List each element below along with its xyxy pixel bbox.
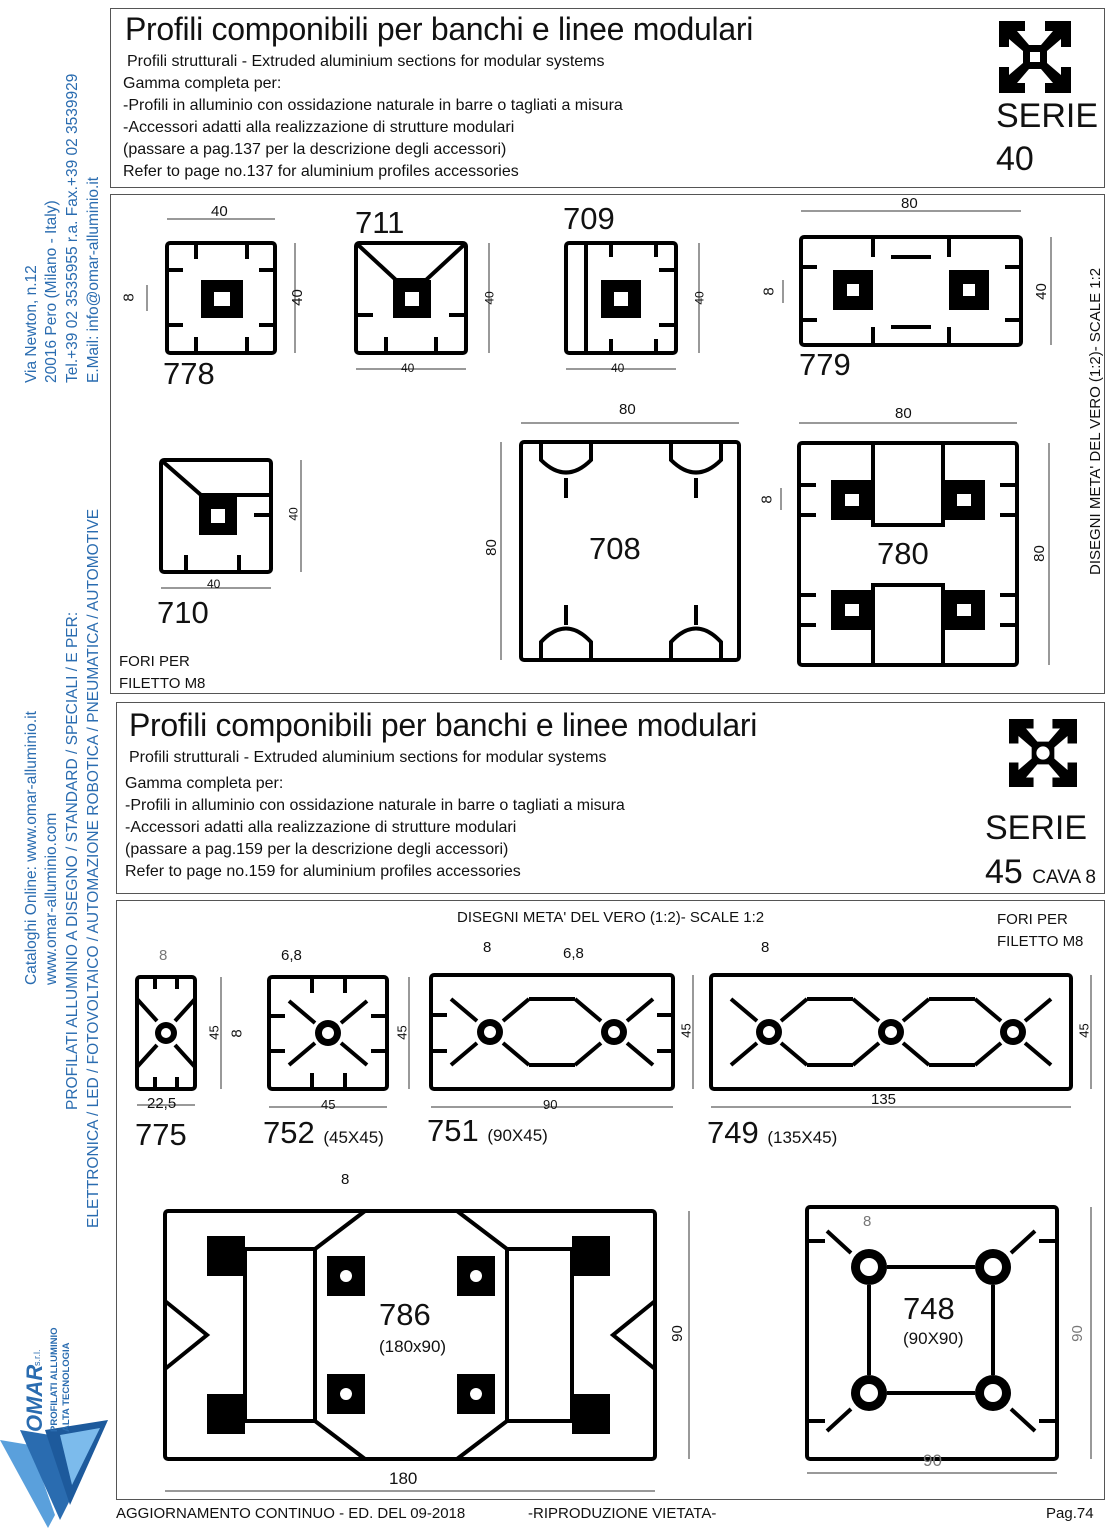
serie45-line: -Accessori adatti alla realizzazione di strutture modulari [125,819,517,836]
serie40-subtitle: Profili strutturali - Extruded aluminium sections for modular systems [127,53,605,70]
footer-notice: -RIPRODUZIONE VIETATA- [528,1505,717,1522]
dim-779-height: 40 [1032,283,1050,300]
profile-786-code: 786 [379,1297,431,1332]
profile-780-code: 780 [877,536,929,571]
omar-logo [0,1270,110,1528]
scale-note-45: DISEGNI META' DEL VERO (1:2)- SCALE 1:2 [457,909,765,926]
serie45-value-row [985,855,1096,889]
dim-780-width: 80 [895,405,912,422]
dim-786-height: 90 [668,1325,686,1342]
dim-749-slot: 8 [761,939,770,956]
dim-779-width: 80 [901,195,918,212]
profile-749-code: 749 [707,1115,759,1150]
serie40-title: Profili componibili per banchi e linee modulari [125,11,754,47]
holes-note-40-thread: FILETTO M8 [119,675,206,692]
profile-749-size: (135X45) [767,1128,838,1147]
profile-709-drawing [566,243,699,369]
serie45-label: SERIE [985,809,1088,847]
dim-751-slot: 8 [483,939,492,956]
dim-752-slot-width: 6,8 [281,947,302,964]
profile-748-size: (90X90) [903,1329,964,1348]
serie45-value: 45 [985,853,1023,891]
profile-779-drawing [783,211,1051,345]
catalog-link-com[interactable]: www.omar-alluminio.com [43,812,60,985]
dim-708-height: 80 [482,539,500,556]
dim-751-width: 90 [543,1097,558,1112]
serie40-line: (passare a pag.137 per la descrizione degli accessori) [123,141,507,158]
serie45-line: (passare a pag.159 per la descrizione degli accessori) [125,841,509,858]
products-line: PROFILATI ALLUMINIO A DISEGNO / STANDARD / SPECIALI / E PER: [64,611,81,1110]
dim-780-slot: 8 [758,495,776,504]
dim-786-width: 180 [389,1469,418,1488]
serie40-label: SERIE [996,97,1099,135]
serie45-subtitle: Profili strutturali - Extruded aluminium sections for modular systems [129,749,607,766]
address-line: 20016 Pero (Milano - Italy) [43,200,60,383]
serie45-line: Refer to page no.159 for aluminium profiles accessories [125,863,521,880]
logo-suffix: s.r.l. [32,1349,42,1366]
logo-tag1: PROFILATI ALLUMINIO [49,1327,60,1432]
dim-749-height: 45 [1076,1023,1092,1038]
dim-748-height: 90 [1068,1325,1086,1342]
profile-751-drawing [431,975,693,1107]
profile-748-code: 748 [903,1291,955,1326]
dim-778-height: 40 [288,289,306,306]
profile-751-code-row [427,1115,548,1146]
dim-752-width: 45 [321,1097,336,1112]
catalog-link[interactable]: Cataloghi Online: www.omar-alluminio.it [23,711,40,985]
serie40-line: -Accessori adatti alla realizzazione di strutture modulari [123,119,515,136]
holes-note-45-thread: FILETTO M8 [997,933,1084,950]
sidebar [0,0,110,1528]
profile-752-drawing [269,977,409,1107]
serie45-header [116,702,1105,894]
serie40-value: 40 [996,140,1034,178]
dim-779-slot: 8 [760,287,778,296]
dim-751-slot-width: 6,8 [563,945,584,962]
profile-711-code: 711 [355,205,405,240]
dim-775-width: 22,5 [147,1095,177,1112]
serie45-line: -Profili in alluminio con ossidazione naturale in barre o tagliati a misura [125,797,625,814]
serie40-line: Refer to page no.137 for aluminium profiles accessories [123,163,519,180]
serie45-profile-icon [1007,719,1079,787]
dim-786-slot: 8 [341,1171,350,1188]
serie40-drawings [110,194,1105,694]
serie40-header [110,8,1105,188]
profile-751-code: 751 [427,1113,479,1148]
profile-751-size: (90X45) [487,1126,548,1145]
dim-780-height: 80 [1030,545,1048,562]
dim-710-width: 40 [207,577,221,591]
profile-749-drawing [711,975,1091,1107]
dim-711-height: 40 [482,291,497,305]
profile-710-drawing [161,460,301,588]
profile-711-drawing [356,243,489,369]
dim-749-width: 135 [871,1091,897,1108]
serie40-line: -Profili in alluminio con ossidazione naturale in barre o tagliati a misura [123,97,623,114]
profile-710-code: 710 [157,595,209,630]
footer-page-number: Pag.74 [1046,1505,1094,1522]
dim-775-height: 45 [206,1025,222,1040]
serie45-line: Gamma completa per: [125,775,284,792]
dim-748-width: 90 [923,1451,942,1470]
dim-710-height: 40 [286,507,301,521]
phone-line: Tel.+39 02 3535955 r.a. Fax.+39 02 3539929 [64,73,81,383]
logo-tag2: ALTA TECNOLOGIA [61,1342,72,1432]
profile-708-code: 708 [589,531,641,566]
sectors-line: ELETTRONICA / LED / FOTOVOLTAICO / AUTOMAZIONE ROBOTICA / PNEUMATICA / AUTOMOTIVE [85,508,102,1228]
profile-749-code-row [707,1117,837,1148]
holes-note-45: FORI PER [997,911,1068,928]
email-line: E.Mail: info@omar-alluminio.it [85,176,102,383]
profile-775-drawing [137,977,221,1105]
profile-775-code: 775 [135,1117,187,1152]
holes-note-40: FORI PER [119,653,190,670]
dim-751-height: 45 [678,1023,694,1038]
profile-778-drawing [147,219,295,353]
serie40-profile-icon [999,21,1071,93]
profile-752-code-row [263,1117,384,1148]
address-line: Via Newton, n.12 [23,265,40,383]
profile-779-code: 779 [799,347,851,382]
serie45-cava: CAVA 8 [1032,867,1096,888]
dim-775-slot: 8 [159,947,168,964]
dim-748-slot: 8 [863,1213,872,1230]
profile-752-code: 752 [263,1115,315,1150]
dim-711-width: 40 [401,361,415,375]
profile-778-code: 778 [163,356,215,391]
serie40-line: Gamma completa per: [123,75,282,92]
serie45-drawings [116,900,1105,1500]
logo-name: OMAR [22,1364,47,1432]
scale-note-40: DISEGNI META' DEL VERO (1:2)- SCALE 1:2 [1087,267,1104,575]
dim-708-width: 80 [619,401,636,418]
dim-709-width: 40 [611,361,625,375]
footer-edition: AGGIORNAMENTO CONTINUO - ED. DEL 09-2018 [116,1505,466,1522]
profile-752-size: (45X45) [323,1128,384,1147]
dim-752-slot: 8 [228,1029,246,1038]
profile-709-code: 709 [563,201,615,236]
dim-778-slot: 8 [120,293,138,302]
dim-752-height: 45 [394,1025,410,1040]
dim-778-width: 40 [211,203,228,220]
dim-709-height: 40 [692,291,707,305]
serie45-title: Profili componibili per banchi e linee modulari [129,707,758,743]
profile-786-size: (180x90) [379,1337,447,1356]
